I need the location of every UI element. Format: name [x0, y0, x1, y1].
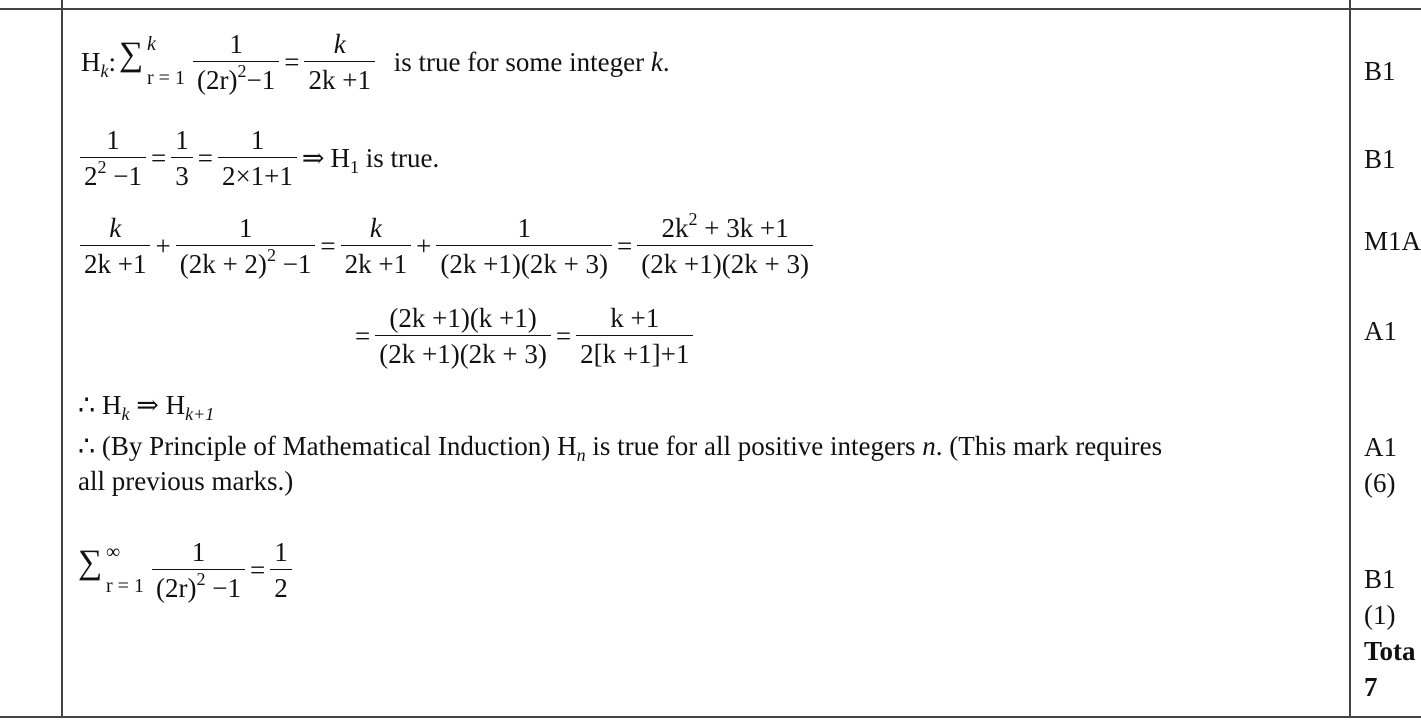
- column-divider-left: [61, 0, 63, 718]
- summation: ∑ k r = 1: [119, 33, 185, 90]
- simplification-line: = $\frac{(2k +1)(k +1)}{(2k +1)(2k + 3)}$ = $\frac{k +1}{2[k +1]+1}$: [352, 304, 695, 369]
- mark-b1-sum: B1: [1364, 564, 1396, 594]
- mark-a1-simplify: A1: [1364, 316, 1397, 346]
- column-divider-right: [1349, 0, 1351, 718]
- mark-b1-hypothesis: B1: [1364, 56, 1396, 86]
- hypothesis-symbol: H: [81, 46, 101, 77]
- conclusion-line-2: all previous marks.): [78, 466, 294, 496]
- base-case-line: $\frac{1}{2^2 -1}$ = $\frac{1}{3}$ = $\frac{1}{2\times 1+1}$ ⇒ $H_1$ is true.: [78, 126, 442, 191]
- rhs-fraction: $\frac{k}{2k +1}$: [304, 30, 374, 95]
- mark-m1a: M1A: [1364, 226, 1421, 256]
- mark-subtotal-6: (6): [1364, 468, 1396, 498]
- hypothesis-text: is true for some integer: [393, 46, 645, 77]
- implication-line: ∴ $H_k$ ⇒ $H_{k+1}$: [78, 390, 215, 424]
- table-bottom-border: [0, 716, 1421, 718]
- table-top-border: [0, 8, 1421, 10]
- infinite-sum-line: ∑ ∞ r = 1 $\frac{1}{(2r)^2 -1}$ = $\frac{1}{2}$: [78, 538, 294, 603]
- inductive-step-line: $\frac{k}{2k +1}$ + $\frac{1}{(2k + 2)^2 -1}$ = $\frac{k}{2k +1}$ + $\frac{1}{(2k +1)(2k + 3)}$ = $\frac{2k^2 + 3k +1}{(2k +1)(2k + 3)}$: [78, 214, 815, 279]
- mark-subtotal-1: (1): [1364, 600, 1396, 630]
- hypothesis-line: $H_k$: ∑ k r = 1 $\frac{1}{(2r)^2-1}$ = $\frac{k}{2k +1}$ is true for some integer k.: [81, 29, 670, 96]
- mark-a1-conclusion: A1: [1364, 432, 1397, 462]
- mark-b1-base: B1: [1364, 144, 1396, 174]
- mark-total-label: Tota: [1364, 636, 1416, 666]
- mark-total-value: 7: [1364, 672, 1378, 702]
- conclusion-line: ∴ (By Principle of Mathematical Induction) $H_n$ is true for all positive integers n. (This mark requires: [78, 431, 1163, 465]
- summand-fraction: $\frac{1}{(2r)^2-1}$: [193, 30, 279, 95]
- infinite-summation: ∑ ∞ r = 1: [78, 541, 144, 598]
